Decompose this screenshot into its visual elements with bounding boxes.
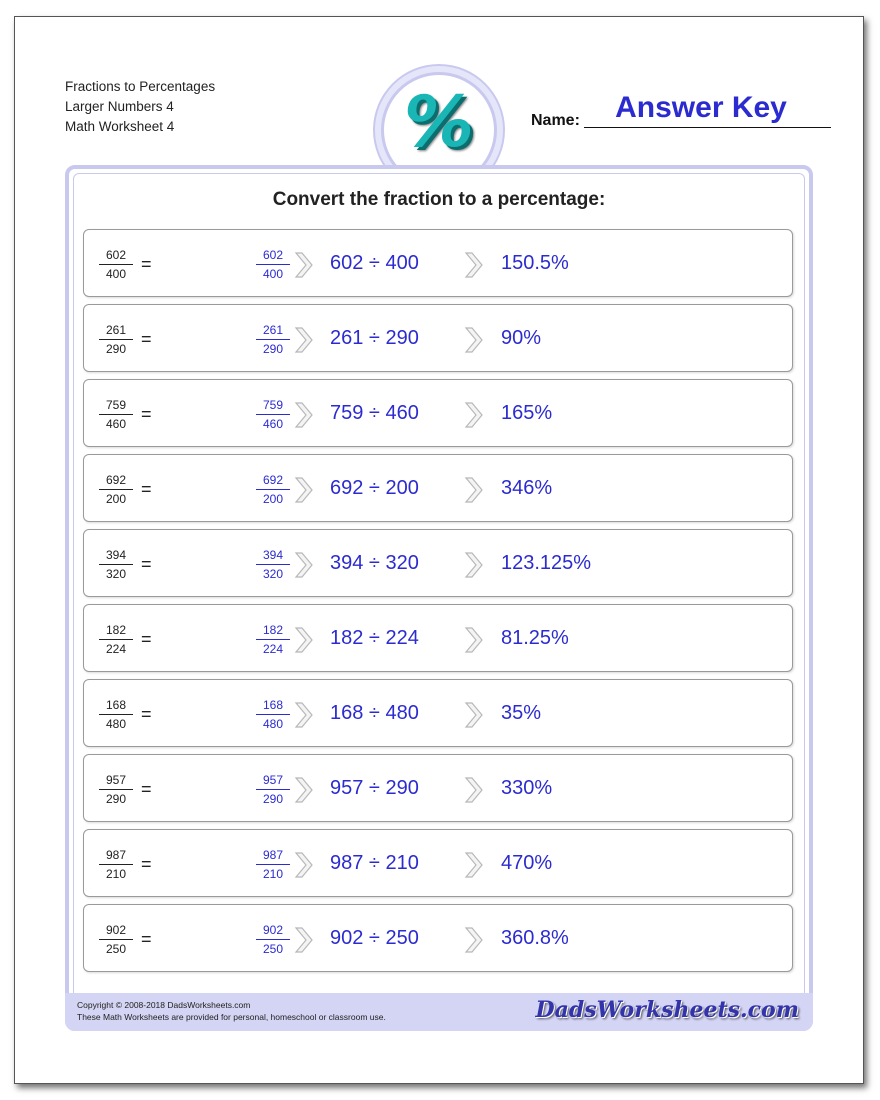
problem-row: [83, 379, 793, 447]
question-fraction: [99, 923, 133, 956]
equals-sign: =: [141, 479, 152, 499]
answer-denominator: 480: [262, 717, 284, 731]
question-numerator: 261: [99, 323, 133, 340]
question-denominator: 320: [105, 567, 127, 581]
equals-sign: =: [141, 704, 152, 724]
percentage-answer: 90%: [501, 327, 542, 349]
answer-fraction: [256, 848, 290, 881]
question-numerator: 168: [99, 698, 133, 715]
problem-row: [83, 829, 793, 897]
answer-denominator: 224: [262, 642, 284, 656]
answer-numerator: 261: [256, 323, 290, 340]
question-numerator: 182: [99, 623, 133, 640]
step-arrow-icon: [464, 475, 484, 505]
answer-numerator: 957: [256, 773, 290, 790]
equals-sign: =: [141, 779, 152, 799]
question-fraction: [99, 473, 133, 506]
copyright-text: Copyright © 2008-2018 DadsWorksheets.com: [77, 1000, 251, 1010]
question-fraction: [99, 548, 133, 581]
step-arrow-icon: [294, 475, 314, 505]
division-expression: 902 ÷ 250: [330, 927, 419, 949]
step-arrow-icon: [464, 850, 484, 880]
answer-denominator: 460: [262, 417, 284, 431]
question-fraction: [99, 848, 133, 881]
division-expression: 168 ÷ 480: [330, 702, 419, 724]
step-arrow-icon: [294, 250, 314, 280]
name-label: Name:: [531, 112, 580, 129]
step-arrow-icon: [464, 925, 484, 955]
brand-logo: DadsWorksheets.com: [535, 997, 799, 1023]
question-fraction: [99, 398, 133, 431]
question-denominator: 290: [105, 342, 127, 356]
division-expression: 692 ÷ 200: [330, 477, 419, 499]
answer-denominator: 250: [262, 942, 284, 956]
problem-row: [83, 754, 793, 822]
answer-fraction: [256, 398, 290, 431]
question-fraction: [99, 323, 133, 356]
problem-row: [83, 529, 793, 597]
step-arrow-icon: [464, 250, 484, 280]
division-expression: 759 ÷ 460: [330, 402, 419, 424]
step-arrow-icon: [294, 850, 314, 880]
answer-denominator: 210: [262, 867, 284, 881]
equals-sign: =: [141, 854, 152, 874]
percentage-answer: 81.25%: [501, 627, 569, 649]
question-fraction: [99, 623, 133, 656]
question-denominator: 224: [105, 642, 127, 656]
answer-denominator: 400: [262, 267, 284, 281]
step-arrow-icon: [464, 775, 484, 805]
division-expression: 957 ÷ 290: [330, 777, 419, 799]
step-arrow-icon: [294, 325, 314, 355]
answer-fraction: [256, 923, 290, 956]
answer-denominator: 320: [262, 567, 284, 581]
equals-sign: =: [141, 929, 152, 949]
question-numerator: 957: [99, 773, 133, 790]
equals-sign: =: [141, 404, 152, 424]
answer-fraction: [256, 698, 290, 731]
step-arrow-icon: [464, 325, 484, 355]
percentage-answer: 330%: [501, 777, 553, 799]
answer-numerator: 394: [256, 548, 290, 565]
division-expression: 602 ÷ 400: [330, 252, 419, 274]
step-arrow-icon: [464, 400, 484, 430]
answer-fraction: [256, 248, 290, 281]
worksheet-subtitle: Larger Numbers 4: [65, 99, 174, 114]
equals-sign: =: [141, 329, 152, 349]
question-numerator: 394: [99, 548, 133, 565]
problem-row: [83, 229, 793, 297]
step-arrow-icon: [294, 700, 314, 730]
footer-bar: [65, 993, 813, 1031]
step-arrow-icon: [464, 550, 484, 580]
percentage-answer: 346%: [501, 477, 553, 499]
question-denominator: 400: [105, 267, 127, 281]
question-denominator: 460: [105, 417, 127, 431]
step-arrow-icon: [294, 400, 314, 430]
question-fraction: [99, 698, 133, 731]
problems-panel: [65, 165, 813, 1031]
answer-denominator: 290: [262, 342, 284, 356]
answer-numerator: 902: [256, 923, 290, 940]
division-expression: 394 ÷ 320: [330, 552, 419, 574]
step-arrow-icon: [294, 775, 314, 805]
answer-numerator: 182: [256, 623, 290, 640]
answer-denominator: 290: [262, 792, 284, 806]
step-arrow-icon: [294, 925, 314, 955]
problem-row: [83, 604, 793, 672]
equals-sign: =: [141, 629, 152, 649]
question-denominator: 290: [105, 792, 127, 806]
percent-icon: %: [403, 81, 475, 163]
question-denominator: 200: [105, 492, 127, 506]
percentage-answer: 360.8%: [501, 927, 569, 949]
instruction-text: Convert the fraction to a percentage:: [272, 189, 606, 210]
problem-row: [83, 304, 793, 372]
worksheet-header: [65, 77, 215, 137]
division-expression: 987 ÷ 210: [330, 852, 419, 874]
step-arrow-icon: [294, 625, 314, 655]
answer-fraction: [256, 323, 290, 356]
answer-numerator: 987: [256, 848, 290, 865]
step-arrow-icon: [464, 625, 484, 655]
question-numerator: 759: [99, 398, 133, 415]
answer-numerator: 692: [256, 473, 290, 490]
question-numerator: 902: [99, 923, 133, 940]
percentage-answer: 470%: [501, 852, 553, 874]
answer-numerator: 168: [256, 698, 290, 715]
problem-row: [83, 904, 793, 972]
answer-denominator: 200: [262, 492, 284, 506]
percentage-answer: 150.5%: [501, 252, 569, 274]
step-arrow-icon: [294, 550, 314, 580]
question-fraction: [99, 248, 133, 281]
footer-copyright: [77, 999, 386, 1023]
answer-numerator: 759: [256, 398, 290, 415]
problem-row: [83, 454, 793, 522]
worksheet-number: Math Worksheet 4: [65, 119, 175, 134]
step-arrow-icon: [464, 700, 484, 730]
question-numerator: 692: [99, 473, 133, 490]
name-underline: [584, 127, 831, 128]
question-denominator: 250: [105, 942, 127, 956]
percentage-answer: 165%: [501, 402, 553, 424]
answer-fraction: [256, 473, 290, 506]
answer-fraction: [256, 548, 290, 581]
question-numerator: 987: [99, 848, 133, 865]
equals-sign: =: [141, 254, 152, 274]
question-denominator: 480: [105, 717, 127, 731]
question-denominator: 210: [105, 867, 127, 881]
worksheet-title: Fractions to Percentages: [65, 79, 216, 94]
answer-numerator: 602: [256, 248, 290, 265]
question-fraction: [99, 773, 133, 806]
answer-key-text: Answer Key: [615, 91, 787, 124]
question-numerator: 602: [99, 248, 133, 265]
division-expression: 261 ÷ 290: [330, 327, 419, 349]
division-expression: 182 ÷ 224: [330, 627, 419, 649]
percentage-answer: 35%: [501, 702, 542, 724]
worksheet-page: [14, 16, 864, 1084]
usage-text: These Math Worksheets are provided for personal, homeschool or classroom use.: [77, 1012, 386, 1022]
problem-row: [83, 679, 793, 747]
answer-fraction: [256, 623, 290, 656]
percentage-answer: 123.125%: [501, 552, 592, 574]
equals-sign: =: [141, 554, 152, 574]
problems-list: [83, 229, 793, 979]
answer-fraction: [256, 773, 290, 806]
